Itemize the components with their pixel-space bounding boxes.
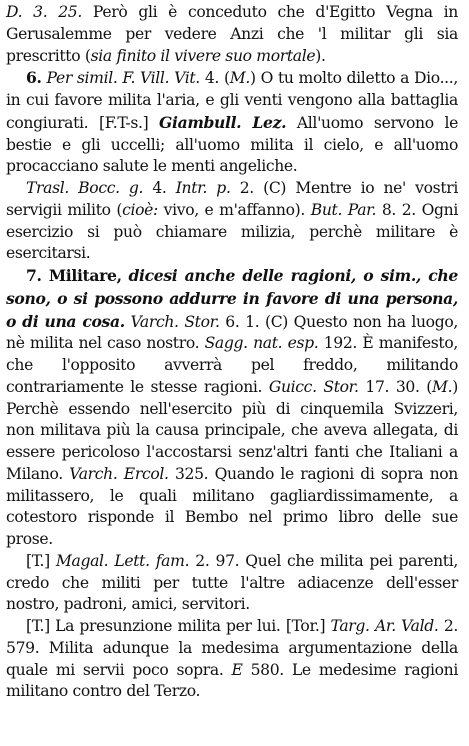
entry-paragraph — [6, 2, 458, 67]
entry-paragraph — [6, 551, 458, 616]
text-segment: Sagg. nat. esp. — [204, 334, 319, 353]
text-segment: 325. Quando le ragioni di sopra non militassero, le quali militano gagliardissimamente, a cotestoro risponde il Bembo nel primo libro delle sue prose. — [6, 464, 459, 548]
text-segment: Varch. Stor. — [130, 312, 220, 331]
text-segment: M. — [229, 69, 250, 88]
text-segment: E — [231, 660, 243, 679]
dictionary-page — [6, 2, 458, 703]
text-segment: Però gli è conceduto che d'Egitto Vegna in Gerusalemme per vedere Anzi che 'l militar gli sia prescritto ( — [6, 3, 458, 65]
text-segment: ) O tu molto diletto a Dio..., in cui favore milita l'aria, e gli venti vengono alla battaglia congiurati. [F.T-s.] — [6, 69, 458, 132]
text-segment: Targ. Ar. Vald. — [330, 617, 439, 635]
entry-paragraph — [6, 616, 458, 703]
text-segment: D. 3. 25. — [6, 3, 82, 21]
text-segment: Giambull. Lez. — [159, 112, 287, 132]
text-segment: 6. — [26, 68, 42, 88]
text-segment: M. — [432, 377, 453, 396]
text-segment: 2. (C) Mentre io ne' vostri servigii milito ( — [6, 179, 458, 219]
text-segment: 6. 1. (C) Questo non ha luogo, nè milita nel caso nostro. — [6, 312, 459, 353]
text-segment: vivo, e m'affanno). — [157, 200, 311, 219]
text-segment: Guicc. Stor. — [268, 377, 359, 396]
text-segment: ) Perchè essendo nell'esercito più di cinquemila Svizzeri, non militava più la causa principale, che aveva allegata, di essere pericoloso l'accostarsi senz'altri fanti che Italiani a Milano. — [6, 377, 458, 483]
text-segment: 8. 2. Ogni esercizio si può chiamare milizia, perchè militare è esercitarsi. — [6, 200, 459, 263]
text-segment: Magal. Lett. fam. — [55, 551, 190, 570]
entry-paragraph — [6, 265, 458, 551]
entry-paragraph — [6, 178, 458, 265]
text-segment: 2. 579. Milita adunque la medesima argumentazione della quale mi servii poco sopra. — [6, 617, 458, 679]
text-segment: 17. 30. ( — [358, 377, 433, 396]
text-segment: 4. ( — [199, 69, 230, 88]
text-segment: 580. Le medesime ragioni militano contro del Terzo. — [6, 660, 458, 701]
text-segment: [T.] — [26, 551, 56, 570]
text-segment — [122, 267, 129, 285]
text-segment: Varch. Ercol. — [69, 464, 169, 483]
text-segment: Intr. p. — [175, 179, 231, 197]
text-segment: Trasl. Bocc. g. — [26, 179, 144, 197]
text-segment: sia finito il vivere suo mortale — [90, 46, 316, 65]
text-segment: ). — [315, 46, 326, 65]
text-segment: But. Par. — [310, 200, 377, 219]
text-segment: 7. Militare, — [26, 266, 122, 285]
text-segment: 4. — [143, 179, 176, 197]
text-segment: 2. 97. Quel che milita pei parenti, credo che militi per tutte l'altre adiacenze dell'esser nostro, padroni, amici, servitori. — [6, 551, 458, 614]
text-segment: 192. È manifesto, che l'opposito avverrà pel freddo, militando contrariamente le stesse ragioni. — [6, 334, 458, 396]
text-segment: All'uomo servono le bestie e gli uccelli; all'uomo milita il cielo, e all'uomo procacciano salute le menti angeliche. — [6, 113, 458, 176]
text-segment: [T.] La presunzione milita per lui. [Tor.] — [26, 617, 331, 635]
text-segment: Per simil. F. Vill. Vit. — [46, 69, 200, 88]
text-segment: dicesi anche delle ragioni, o sim., che sono, o si possono addurre in favore di una persona, o di una cosa. — [6, 266, 458, 331]
text-segment: cioè: — [122, 200, 158, 219]
entry-paragraph — [6, 67, 458, 178]
